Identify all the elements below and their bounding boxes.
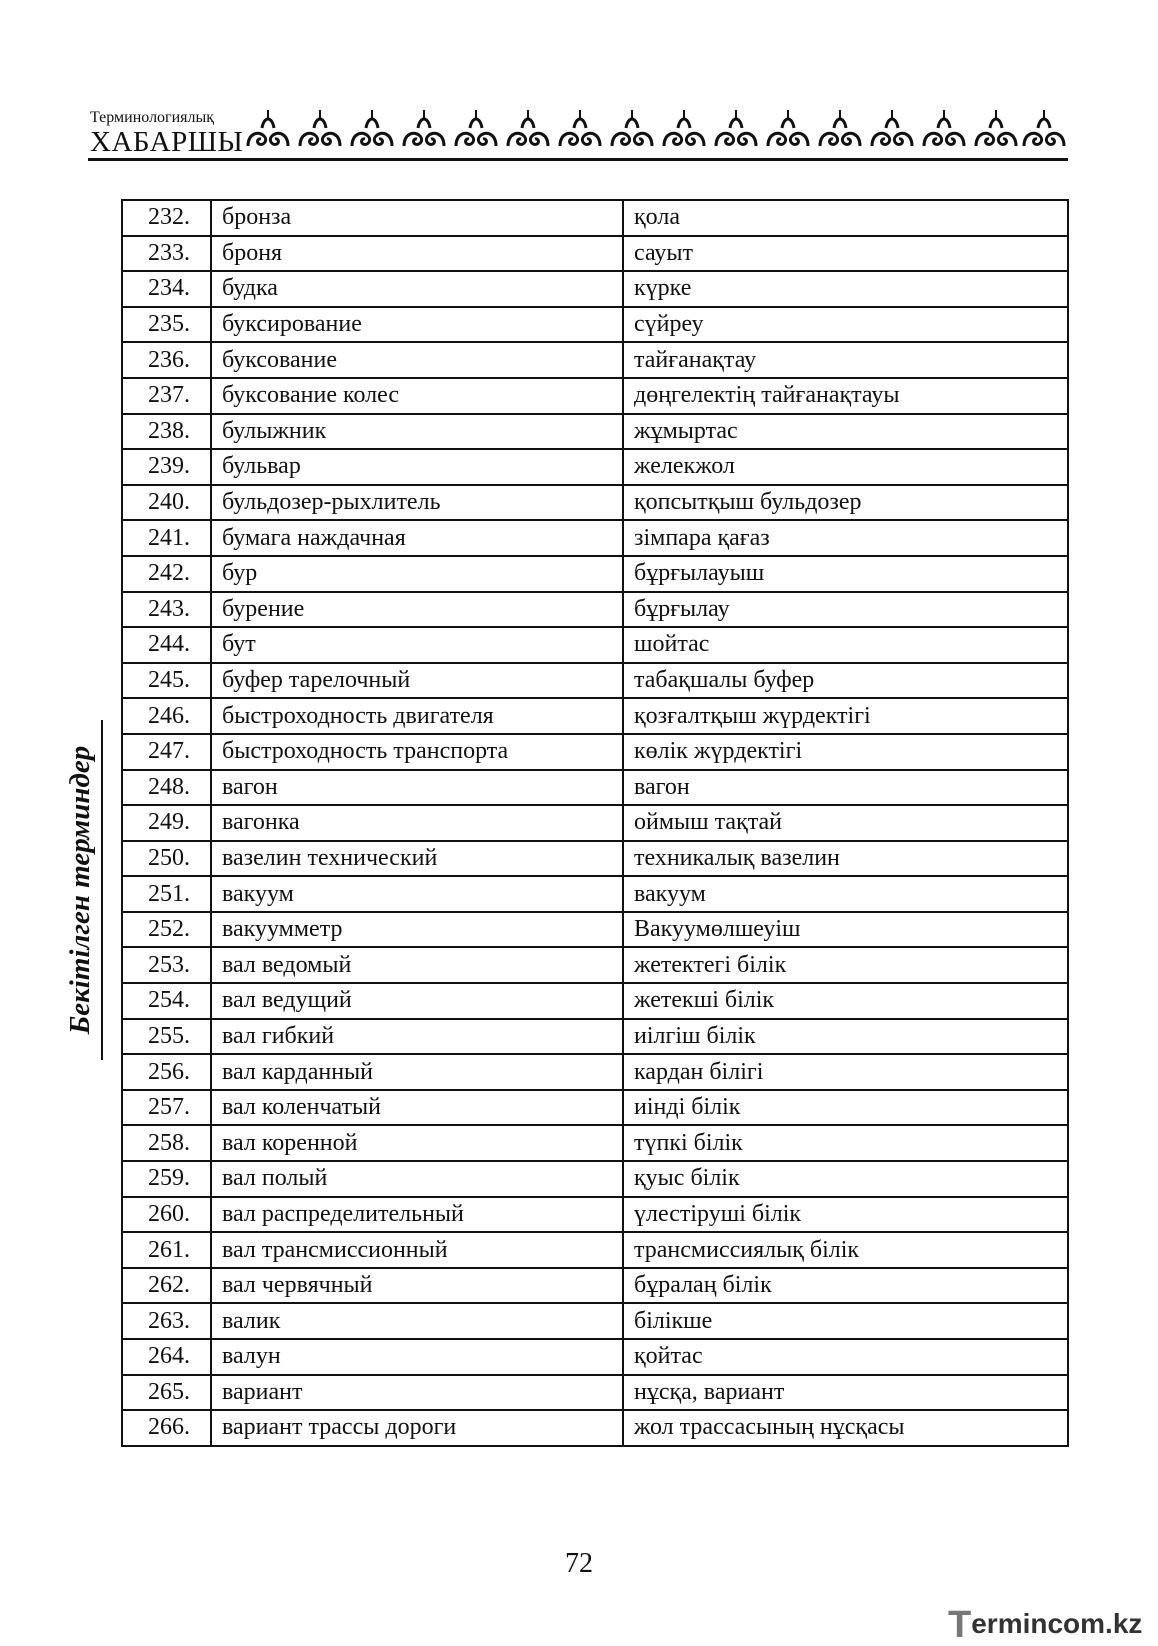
term-number: 261. (122, 1232, 211, 1268)
term-number: 242. (122, 556, 211, 592)
term-kazakh: дөңгелектің тайғанақтауы (623, 378, 1068, 414)
term-russian: буксование (211, 342, 623, 378)
table-row (122, 1339, 1068, 1375)
term-russian: булыжник (211, 414, 623, 450)
term-kazakh: сауыт (623, 236, 1068, 272)
term-kazakh: вагон (623, 770, 1068, 806)
term-kazakh: күрке (623, 271, 1068, 307)
term-russian: бронза (211, 200, 623, 236)
term-number: 260. (122, 1197, 211, 1233)
table-row (122, 627, 1068, 663)
table-row (122, 449, 1068, 485)
term-kazakh: желекжол (623, 449, 1068, 485)
table-row (122, 1268, 1068, 1304)
table-row (122, 342, 1068, 378)
term-number: 232. (122, 200, 211, 236)
table-row (122, 1125, 1068, 1161)
term-number: 258. (122, 1125, 211, 1161)
table-row (122, 1090, 1068, 1126)
term-kazakh: иінді білік (623, 1090, 1068, 1126)
term-number: 241. (122, 520, 211, 556)
term-kazakh: табақшалы буфер (623, 663, 1068, 699)
term-number: 254. (122, 983, 211, 1019)
term-russian: вагонка (211, 805, 623, 841)
table-row (122, 307, 1068, 343)
term-number: 235. (122, 307, 211, 343)
term-number: 250. (122, 841, 211, 877)
term-number: 244. (122, 627, 211, 663)
table-row (122, 947, 1068, 983)
term-kazakh: нұсқа, вариант (623, 1375, 1068, 1411)
term-russian: броня (211, 236, 623, 272)
term-kazakh: үлестіруші білік (623, 1197, 1068, 1233)
table-row (122, 271, 1068, 307)
term-kazakh: шойтас (623, 627, 1068, 663)
journal-subtitle: Терминологиялық (90, 109, 215, 126)
term-number: 257. (122, 1090, 211, 1126)
term-kazakh: білікше (623, 1303, 1068, 1339)
term-kazakh: қойтас (623, 1339, 1068, 1375)
term-kazakh: Вакуумөлшеуіш (623, 912, 1068, 948)
journal-title: ХАБАРШЫ (90, 126, 244, 158)
term-number: 240. (122, 485, 211, 521)
term-kazakh: көлік жүрдектігі (623, 734, 1068, 770)
term-number: 263. (122, 1303, 211, 1339)
table-row (122, 805, 1068, 841)
term-kazakh: зімпара қағаз (623, 520, 1068, 556)
term-number: 262. (122, 1268, 211, 1304)
table-row (122, 1019, 1068, 1055)
term-russian: вал полый (211, 1161, 623, 1197)
term-russian: вал коренной (211, 1125, 623, 1161)
journal-header (88, 106, 1068, 160)
term-kazakh: қозғалтқыш жүрдектігі (623, 698, 1068, 734)
term-number: 259. (122, 1161, 211, 1197)
table-row (122, 556, 1068, 592)
table-row (122, 698, 1068, 734)
term-russian: буфер тарелочный (211, 663, 623, 699)
table-row (122, 912, 1068, 948)
term-kazakh: жол трассасының нұсқасы (623, 1410, 1068, 1446)
term-number: 245. (122, 663, 211, 699)
term-russian: валик (211, 1303, 623, 1339)
term-number: 237. (122, 378, 211, 414)
term-russian: валун (211, 1339, 623, 1375)
table-row (122, 1197, 1068, 1233)
term-russian: вал коленчатый (211, 1090, 623, 1126)
table-row (122, 1161, 1068, 1197)
table-row (122, 770, 1068, 806)
table-row (122, 983, 1068, 1019)
term-number: 266. (122, 1410, 211, 1446)
term-number: 253. (122, 947, 211, 983)
table-row (122, 663, 1068, 699)
table-row (122, 1303, 1068, 1339)
term-russian: бут (211, 627, 623, 663)
term-russian: буксирование (211, 307, 623, 343)
term-number: 233. (122, 236, 211, 272)
term-number: 251. (122, 876, 211, 912)
term-number: 248. (122, 770, 211, 806)
term-russian: бульдозер-рыхлитель (211, 485, 623, 521)
page-number: 72 (565, 1548, 593, 1579)
term-russian: вал ведущий (211, 983, 623, 1019)
term-number: 234. (122, 271, 211, 307)
term-kazakh: жетектегі білік (623, 947, 1068, 983)
term-russian: вал карданный (211, 1054, 623, 1090)
term-russian: буксование колес (211, 378, 623, 414)
term-russian: быстроходность двигателя (211, 698, 623, 734)
term-russian: бумага наждачная (211, 520, 623, 556)
term-number: 243. (122, 592, 211, 628)
table-row (122, 876, 1068, 912)
table-row (122, 734, 1068, 770)
logo-t-icon: T (948, 1604, 972, 1646)
term-kazakh: қопсытқыш бульдозер (623, 485, 1068, 521)
table-row (122, 200, 1068, 236)
term-kazakh: қуыс білік (623, 1161, 1068, 1197)
table-row (122, 1054, 1068, 1090)
term-kazakh: жұмыртас (623, 414, 1068, 450)
term-number: 255. (122, 1019, 211, 1055)
term-russian: вакуум (211, 876, 623, 912)
term-number: 246. (122, 698, 211, 734)
table-row (122, 236, 1068, 272)
term-kazakh: вакуум (623, 876, 1068, 912)
term-russian: вакуумметр (211, 912, 623, 948)
term-number: 236. (122, 342, 211, 378)
term-number: 264. (122, 1339, 211, 1375)
term-kazakh: бұрғылауыш (623, 556, 1068, 592)
term-number: 265. (122, 1375, 211, 1411)
term-kazakh: иілгіш білік (623, 1019, 1068, 1055)
term-number: 238. (122, 414, 211, 450)
table-row (122, 520, 1068, 556)
term-kazakh: техникалық вазелин (623, 841, 1068, 877)
table-row (122, 1375, 1068, 1411)
table-row (122, 841, 1068, 877)
term-kazakh: трансмиссиялық білік (623, 1232, 1068, 1268)
table-row (122, 592, 1068, 628)
term-russian: вал трансмиссионный (211, 1232, 623, 1268)
term-russian: вагон (211, 770, 623, 806)
logo-text: ermincom.kz (971, 1608, 1143, 1639)
term-russian: вал распределительный (211, 1197, 623, 1233)
term-number: 256. (122, 1054, 211, 1090)
term-kazakh: қола (623, 200, 1068, 236)
term-kazakh: бұрғылау (623, 592, 1068, 628)
ornament-border-icon (244, 106, 1068, 154)
term-russian: вал ведомый (211, 947, 623, 983)
table-row (122, 485, 1068, 521)
term-russian: быстроходность транспорта (211, 734, 623, 770)
term-russian: вазелин технический (211, 841, 623, 877)
term-russian: вал гибкий (211, 1019, 623, 1055)
term-russian: бульвар (211, 449, 623, 485)
term-kazakh: түпкі білік (623, 1125, 1068, 1161)
table-row (122, 1410, 1068, 1446)
term-number: 247. (122, 734, 211, 770)
terms-table (121, 199, 1069, 1447)
table-row (122, 1232, 1068, 1268)
term-russian: будка (211, 271, 623, 307)
term-russian: вариант (211, 1375, 623, 1411)
term-russian: вариант трассы дороги (211, 1410, 623, 1446)
term-kazakh: сүйреу (623, 307, 1068, 343)
term-russian: бурение (211, 592, 623, 628)
term-kazakh: жетекші білік (623, 983, 1068, 1019)
term-russian: бур (211, 556, 623, 592)
table-row (122, 378, 1068, 414)
term-kazakh: тайғанақтау (623, 342, 1068, 378)
section-side-label: Бекітілген терминдер (61, 720, 103, 1060)
term-russian: вал червячный (211, 1268, 623, 1304)
term-kazakh: оймыш тақтай (623, 805, 1068, 841)
term-kazakh: кардан білігі (623, 1054, 1068, 1090)
term-number: 249. (122, 805, 211, 841)
header-divider (88, 158, 1068, 161)
terms-table-body (122, 200, 1068, 1446)
term-kazakh: бұралаң білік (623, 1268, 1068, 1304)
term-number: 239. (122, 449, 211, 485)
table-row (122, 414, 1068, 450)
term-number: 252. (122, 912, 211, 948)
